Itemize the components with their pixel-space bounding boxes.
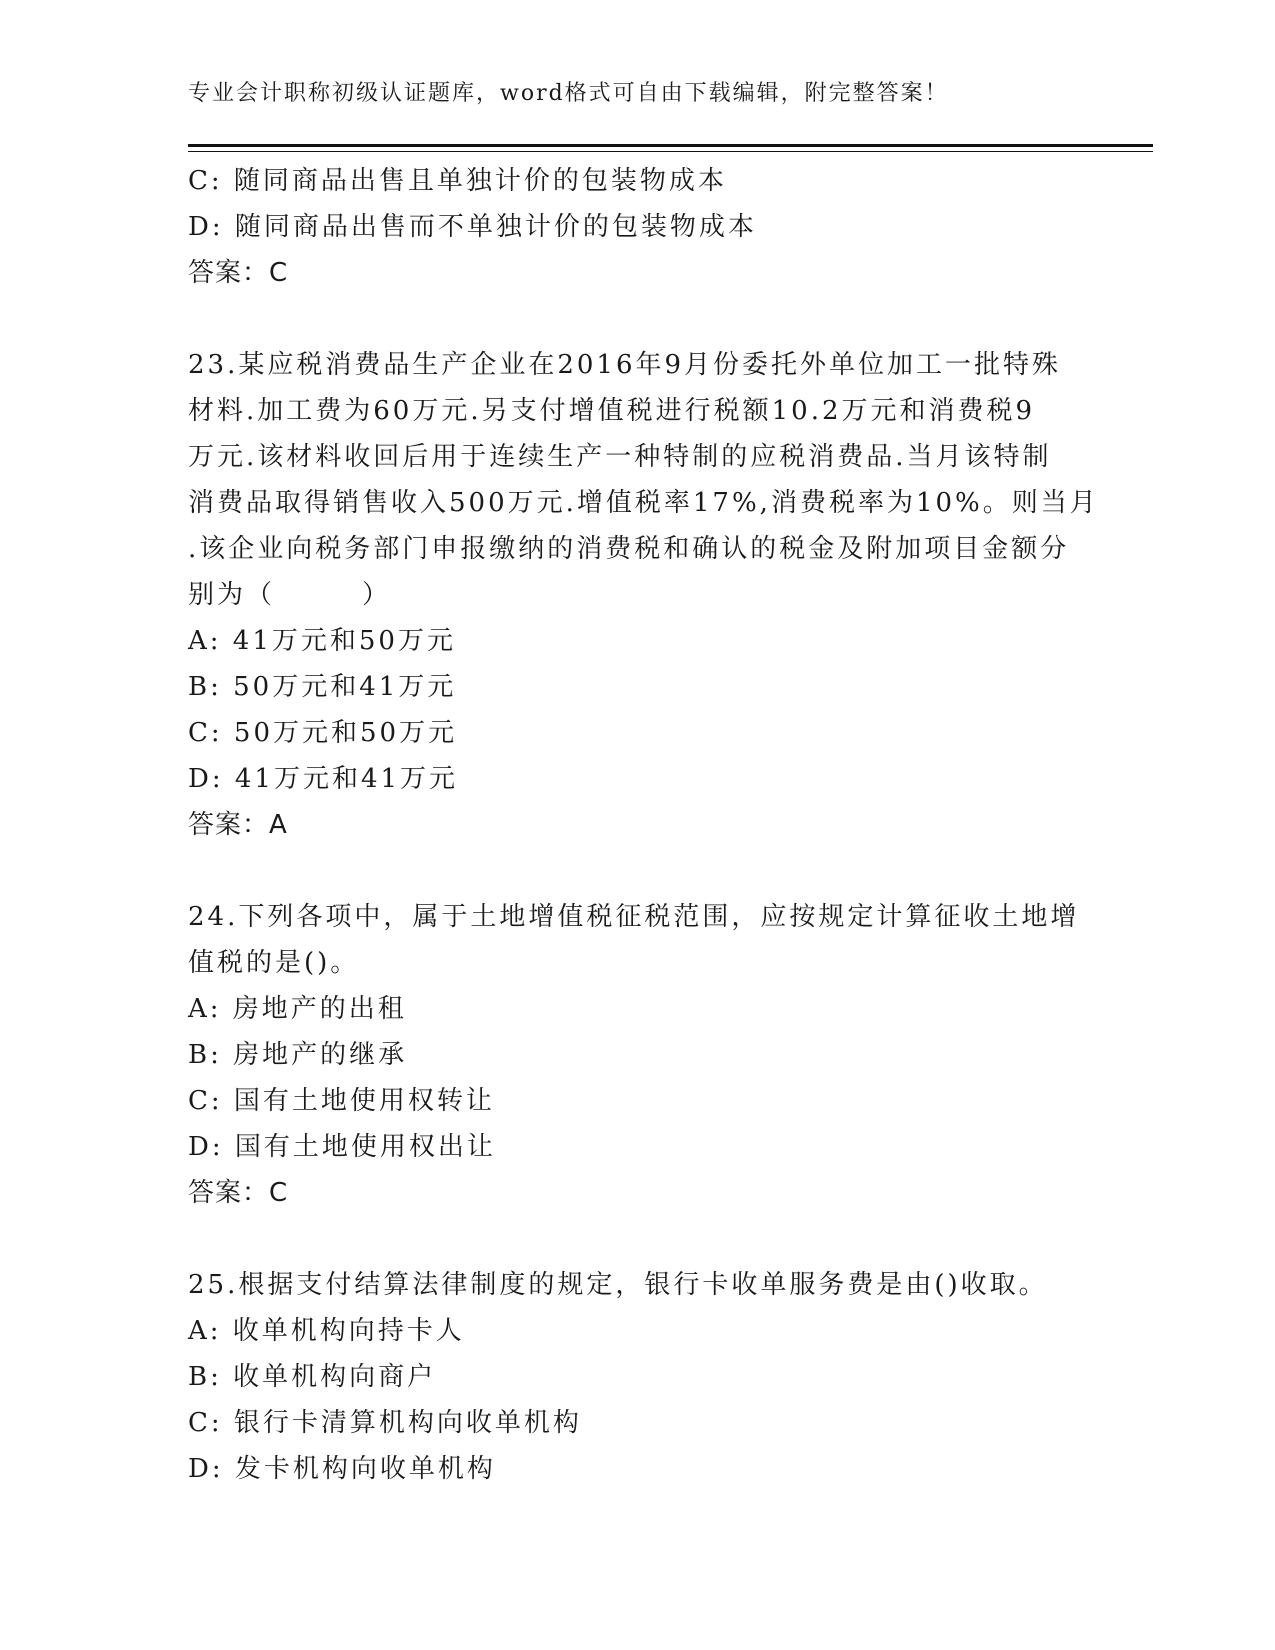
question-stem-line: 25.根据支付结算法律制度的规定，银行卡收单服务费是由()收取。	[188, 1270, 1048, 1300]
option-line: B: 收单机构向商户	[188, 1362, 437, 1392]
answer-line: 答案：C	[188, 258, 289, 288]
header-rule-thick	[188, 144, 1153, 147]
option-line: D: 随同商品出售而不单独计价的包装物成本	[188, 212, 757, 242]
question-25	[188, 1262, 1088, 1492]
question-stem-line: 值税的是()。	[188, 948, 360, 978]
option-line: C: 国有土地使用权转让	[188, 1086, 495, 1116]
answer-line: 答案：C	[188, 1178, 289, 1208]
question-stem-line: 别为（ ）	[188, 580, 392, 610]
question-24	[188, 894, 1088, 1216]
option-line: B: 房地产的继承	[188, 1040, 408, 1070]
option-line: C: 50万元和50万元	[188, 718, 458, 748]
question-stem-line: 材料.加工费为60万元.另支付增值税进行税额10.2万元和消费税9	[188, 396, 1036, 426]
option-line: A: 收单机构向持卡人	[188, 1316, 465, 1346]
option-line: D: 国有土地使用权出让	[188, 1132, 496, 1162]
question-stem-line: 万元.该材料收回后用于连续生产一种特制的应税消费品.当月该特制	[188, 442, 1052, 472]
option-line: A: 房地产的出租	[188, 994, 407, 1024]
option-line: B: 50万元和41万元	[188, 672, 457, 702]
option-line: D: 发卡机构向收单机构	[188, 1454, 496, 1484]
option-line: C: 银行卡清算机构向收单机构	[188, 1408, 582, 1438]
question-stem-line: 23.某应税消费品生产企业在2016年9月份委托外单位加工一批特殊	[188, 350, 1062, 380]
answer-line: 答案：A	[188, 810, 288, 840]
question-stem-line: 24.下列各项中，属于土地增值税征税范围，应按规定计算征收土地增	[188, 902, 1080, 932]
question-23	[188, 342, 1099, 848]
question-stem-line: 消费品取得销售收入500万元.增值税率17%,消费税率为10%。则当月	[188, 488, 1099, 518]
page-header: 专业会计职称初级认证题库，word格式可自由下载编辑，附完整答案！	[188, 81, 949, 106]
option-line: C: 随同商品出售且单独计价的包装物成本	[188, 166, 727, 196]
question-stem-line: .该企业向税务部门申报缴纳的消费税和确认的税金及附加项目金额分	[188, 534, 1070, 564]
document-body	[188, 158, 1099, 1492]
option-line: D: 41万元和41万元	[188, 764, 459, 794]
option-line: A: 41万元和50万元	[188, 626, 456, 656]
header-rule-thin	[188, 151, 1153, 152]
